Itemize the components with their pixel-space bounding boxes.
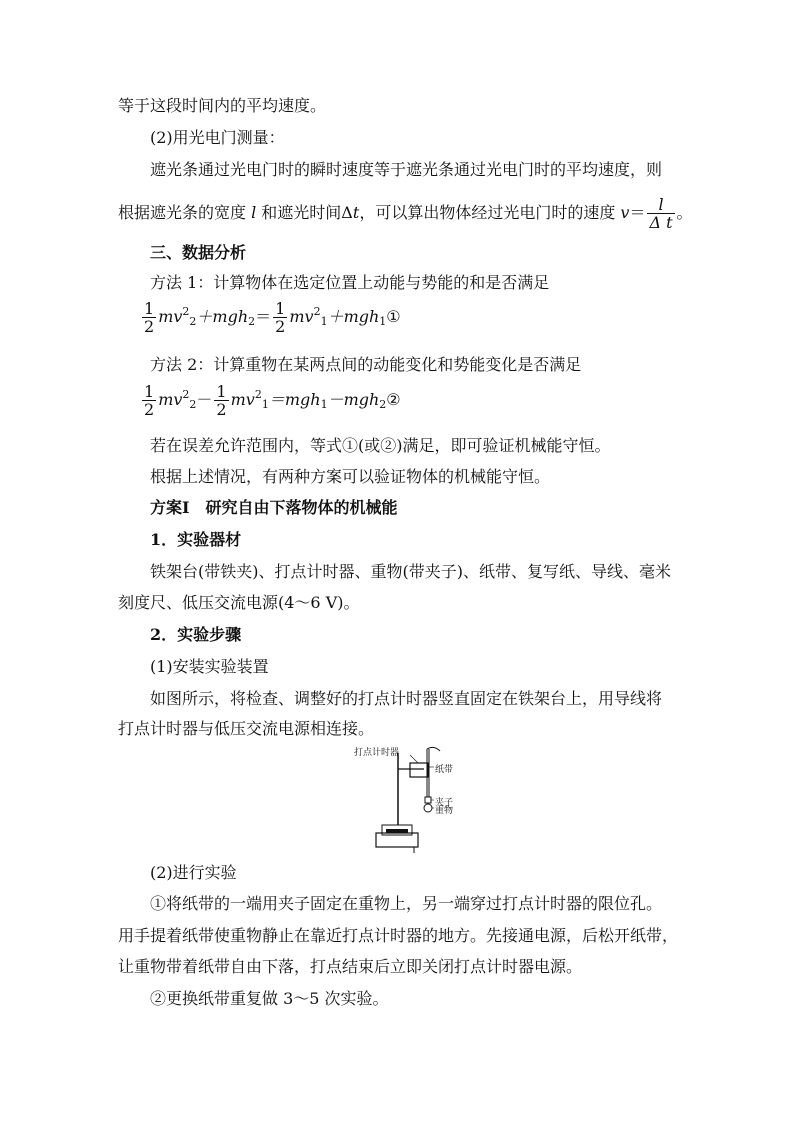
conclusion-text: 若在误差允许范围内，等式①(或②)满足，即可验证机械能守恒。 xyxy=(150,436,611,455)
term: mv xyxy=(289,307,314,326)
var-l: l xyxy=(251,203,257,222)
denominator: 2 xyxy=(216,400,227,419)
subscript: 1 xyxy=(261,398,269,411)
text-span: 和遮光时间Δ xyxy=(256,203,353,222)
fraction-half xyxy=(214,383,228,418)
text-line-velocity xyxy=(118,196,693,231)
equation-2 xyxy=(140,383,401,418)
method-1-text: 方法 1：计算物体在选定位置上动能与势能的和是否满足 xyxy=(150,273,550,292)
fraction-half xyxy=(142,383,156,418)
label-timer: 打点计时器 xyxy=(354,748,400,758)
text-line: 让重物带着纸带自由下落，打点结束后立即关闭打点计时器电源。 xyxy=(118,957,583,976)
subscript: 2 xyxy=(248,315,256,328)
section-heading-equipment: 1．实验器材 xyxy=(150,530,242,549)
superscript: 2 xyxy=(182,388,190,401)
text-line: 如图所示，将检查、调整好的打点计时器竖直固定在铁架台上，用导线将 xyxy=(150,689,663,708)
superscript: 2 xyxy=(182,305,190,318)
text-span: ，可以算出物体经过光电门时的速度 xyxy=(359,203,621,222)
term: mv xyxy=(158,307,183,326)
text-line: ②更换纸带重复做 3～5 次实验。 xyxy=(150,989,389,1008)
subscript: 1 xyxy=(320,398,328,411)
text-line: 用手提着纸带使重物静止在靠近打点计时器的地方。先接通电源，后松开纸带， xyxy=(118,926,679,945)
apparatus-figure xyxy=(354,745,454,855)
subscript: 2 xyxy=(189,398,197,411)
var-t: t xyxy=(352,203,360,222)
text-line: 打点计时器与低压交流电源相连接。 xyxy=(118,719,375,738)
label-tape: 纸带 xyxy=(435,765,454,775)
numerator: 1 xyxy=(275,299,286,318)
text-line: 遮光条通过光电门时的瞬时速度等于遮光条通过光电门时的平均速度，则 xyxy=(150,160,663,179)
subscript: 2 xyxy=(189,315,197,328)
subscript: 1 xyxy=(379,315,387,328)
numerator: 1 xyxy=(216,382,227,401)
fraction-half xyxy=(273,300,287,335)
text-span: 根据遮光条的宽度 xyxy=(118,203,252,222)
text-line: 等于这段时间内的平均速度。 xyxy=(118,96,327,115)
denominator: Δ t xyxy=(649,213,673,232)
denominator: 2 xyxy=(275,317,286,336)
text-line: 根据上述情况，有两种方案可以验证物体的机械能守恒。 xyxy=(150,467,551,486)
term: ＋mgh xyxy=(327,307,380,326)
method-2-text: 方法 2：计算重物在某两点间的动能变化和势能变化是否满足 xyxy=(150,355,582,374)
label-clip: 夹子 xyxy=(435,798,454,808)
numerator: 1 xyxy=(144,299,155,318)
equals: ＝ xyxy=(255,307,272,326)
subheading-setup: (1)安装实验装置 xyxy=(150,657,269,676)
fraction-l-over-dt xyxy=(647,196,674,231)
text-line: ①将纸带的一端用夹子固定在重物上，另一端穿过打点计时器的限位孔。 xyxy=(150,894,663,913)
minus: － xyxy=(196,390,213,409)
equals: ＝ xyxy=(629,203,646,222)
superscript: 2 xyxy=(254,388,262,401)
var-v: v xyxy=(620,203,630,222)
subheading-experiment: (2)进行实验 xyxy=(150,863,237,882)
equation-tag: ① xyxy=(386,307,401,326)
equation-tag: ② xyxy=(386,390,401,409)
text-span: 。 xyxy=(676,203,693,222)
text-line: 铁架台(带铁夹)、打点计时器、重物(带夹子)、纸带、复写纸、导线、毫米 xyxy=(150,562,671,581)
subscript: 1 xyxy=(320,315,328,328)
term: －mgh xyxy=(327,390,380,409)
numerator: 1 xyxy=(144,382,155,401)
fraction-half xyxy=(142,300,156,335)
text-line: 刻度尺、低压交流电源(4～6 V)。 xyxy=(118,593,360,612)
plan-heading: 方案Ⅰ 研究自由下落物体的机械能 xyxy=(150,498,398,517)
numerator: l xyxy=(647,196,674,214)
section-heading-steps: 2．实验步骤 xyxy=(150,625,242,644)
subscript: 2 xyxy=(379,398,387,411)
term: ＝mgh xyxy=(268,390,321,409)
label-weight: 重物 xyxy=(435,806,454,816)
term: mv xyxy=(230,390,255,409)
section-heading-data-analysis: 三、数据分析 xyxy=(150,243,247,262)
subheading-photogate: (2)用光电门测量： xyxy=(150,128,285,147)
term: mv xyxy=(158,390,183,409)
term: ＋mgh xyxy=(196,307,249,326)
superscript: 2 xyxy=(313,305,321,318)
denominator: 2 xyxy=(144,400,155,419)
equation-1 xyxy=(140,300,401,335)
denominator: 2 xyxy=(144,317,155,336)
